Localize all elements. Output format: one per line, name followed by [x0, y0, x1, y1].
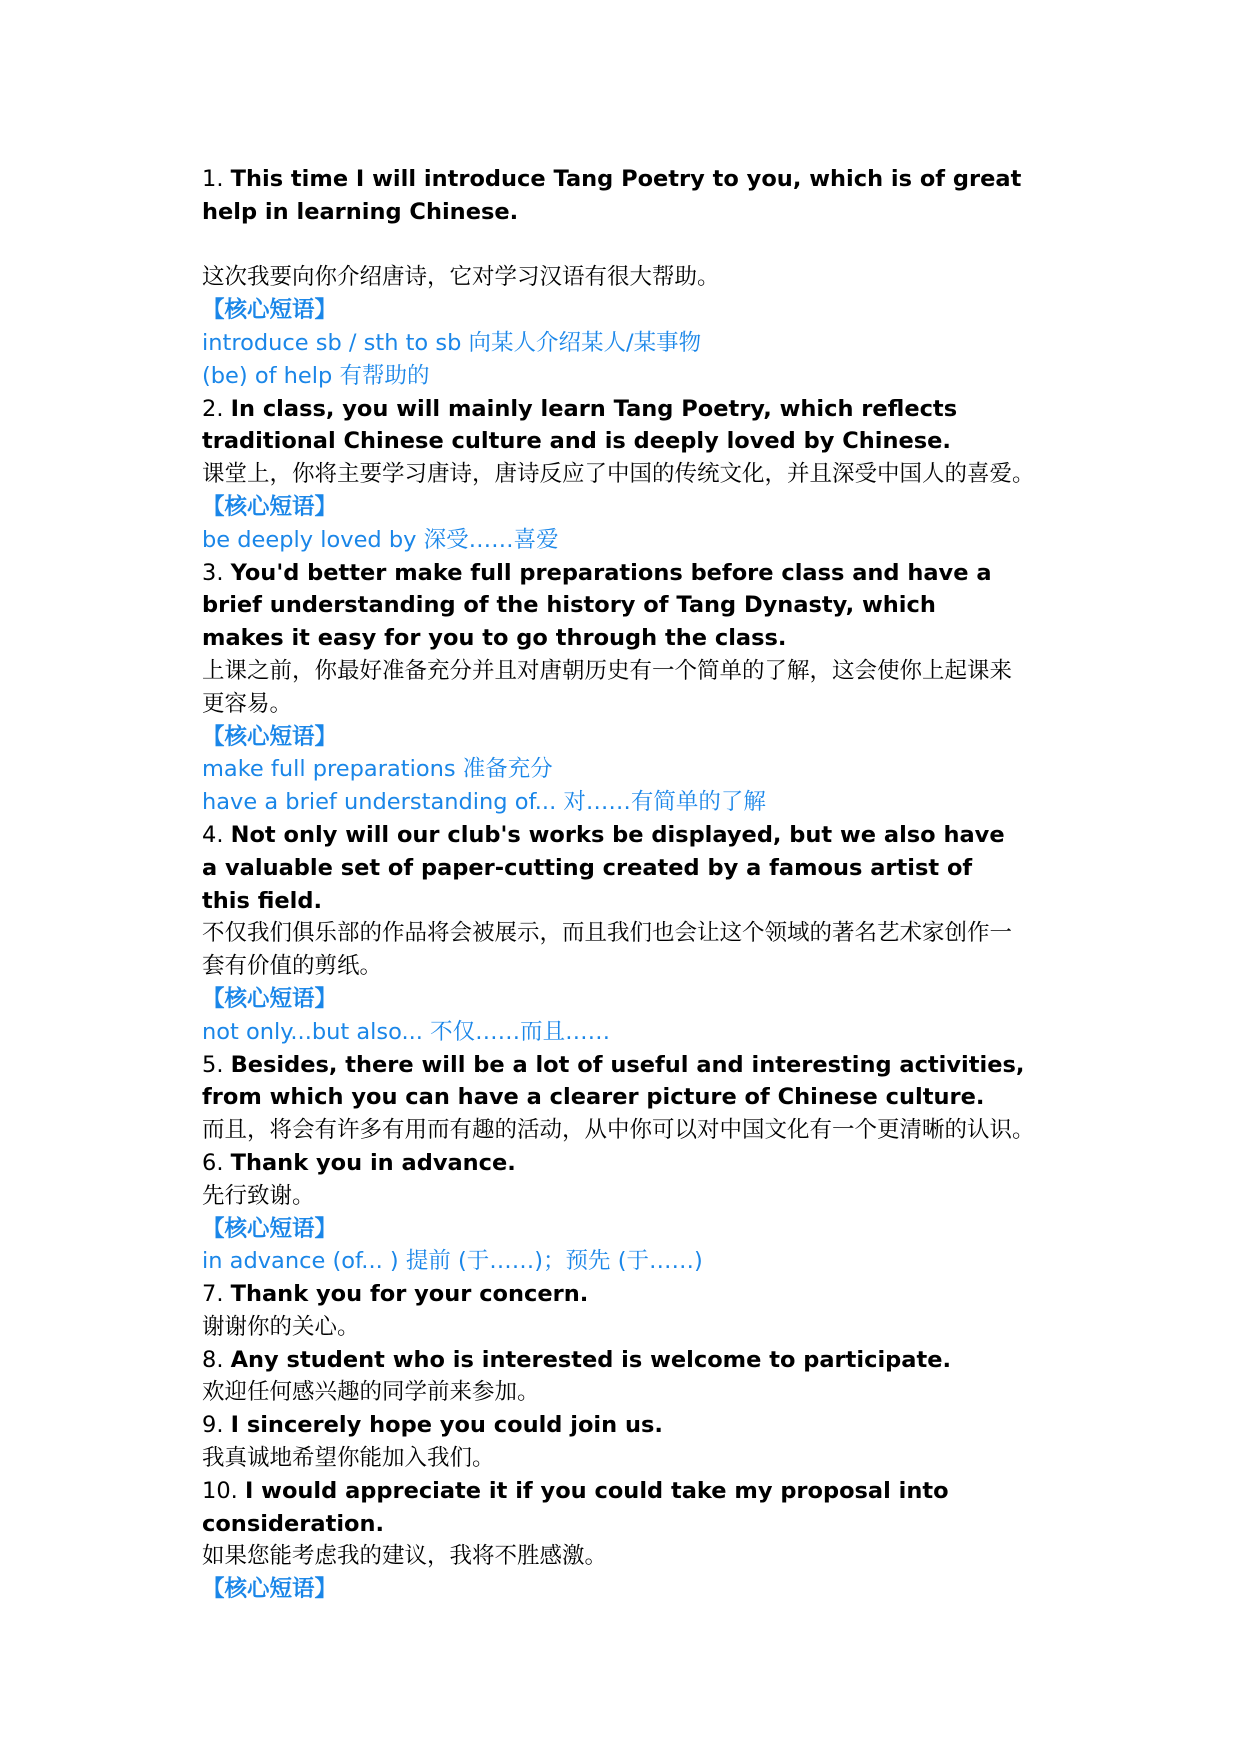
sentence-item-3 — [202, 557, 1062, 819]
core-phrase: (be) of help 有帮助的 — [202, 362, 430, 389]
item-number: 9. — [202, 1412, 224, 1439]
english-sentence — [202, 1344, 1062, 1377]
english-sentence — [202, 819, 1062, 852]
item-number: 4. — [202, 821, 224, 848]
chinese-translation: 不仅我们俱乐部的作品将会被展示，而且我们也会让这个领域的著名艺术家创作一 — [202, 920, 1013, 947]
english-sentence — [202, 163, 1062, 196]
english-line: brief understanding of the history of Tang Dynasty, which — [202, 592, 936, 619]
chinese-translation: 更容易。 — [202, 690, 293, 717]
item-number: 6. — [202, 1149, 224, 1176]
sentence-item-1 — [202, 163, 1062, 393]
english-sentence — [202, 557, 1062, 590]
english-line: Besides, there will be a lot of useful and interesting activities, — [230, 1051, 1025, 1078]
english-line: a valuable set of paper-cutting created by a famous artist of — [202, 854, 973, 881]
item-number: 3. — [202, 559, 224, 586]
sentence-item-7 — [202, 1278, 1062, 1344]
chinese-translation: 先行致谢。 — [202, 1182, 315, 1209]
core-phrase-heading: 【核心短语】 — [202, 723, 338, 750]
sentence-item-5 — [202, 1049, 1062, 1147]
english-line: help in learning Chinese. — [202, 198, 519, 225]
english-line: This time I will introduce Tang Poetry to you, which is of great — [230, 166, 1022, 192]
document-body — [202, 163, 1062, 1606]
english-sentence — [202, 1147, 1062, 1180]
chinese-translation: 我真诚地希望你能加入我们。 — [202, 1445, 495, 1472]
sentence-item-9 — [202, 1409, 1062, 1475]
core-phrase: have a brief understanding of... 对……有简单的了解 — [202, 789, 766, 816]
core-phrase: be deeply loved by 深受……喜爱 — [202, 526, 559, 553]
item-number: 1. — [202, 166, 224, 192]
english-line: this field. — [202, 887, 323, 914]
english-line: makes it easy for you to go through the class. — [202, 625, 787, 652]
english-sentence — [202, 1278, 1062, 1311]
english-line: traditional Chinese culture and is deeply loved by Chinese. — [202, 428, 951, 455]
english-line: Thank you in advance. — [230, 1149, 516, 1176]
english-line: Not only will our club's works be displayed, but we also have — [230, 821, 1005, 848]
sentence-item-8 — [202, 1344, 1062, 1410]
english-sentence — [202, 1475, 1062, 1508]
english-line: You'd better make full preparations before class and have a — [230, 559, 992, 586]
core-phrase-heading: 【核心短语】 — [202, 1215, 338, 1242]
core-phrase: in advance (of... ) 提前 (于……)；预先 (于……) — [202, 1248, 703, 1275]
item-number: 8. — [202, 1346, 224, 1373]
item-number: 7. — [202, 1281, 224, 1308]
spacer — [202, 229, 1062, 262]
english-line: from which you can have a clearer picture of Chinese culture. — [202, 1084, 985, 1111]
item-number: 2. — [202, 395, 224, 422]
english-line: I sincerely hope you could join us. — [230, 1412, 663, 1439]
chinese-translation: 这次我要向你介绍唐诗，它对学习汉语有很大帮助。 — [202, 264, 720, 291]
sentence-item-4 — [202, 819, 1062, 1049]
english-line: consideration. — [202, 1510, 385, 1537]
core-phrase: make full preparations 准备充分 — [202, 756, 553, 783]
core-phrase-heading: 【核心短语】 — [202, 985, 338, 1012]
core-phrase-heading: 【核心短语】 — [202, 297, 338, 324]
chinese-translation: 谢谢你的关心。 — [202, 1313, 360, 1340]
chinese-translation: 如果您能考虑我的建议，我将不胜感激。 — [202, 1543, 608, 1570]
sentence-item-2 — [202, 393, 1062, 557]
english-sentence — [202, 1049, 1062, 1082]
english-line: Thank you for your concern. — [230, 1281, 589, 1308]
core-phrase-heading: 【核心短语】 — [202, 493, 338, 520]
english-sentence — [202, 393, 1062, 426]
chinese-translation: 而且，将会有许多有用而有趣的活动，从中你可以对中国文化有一个更清晰的认识。 — [202, 1117, 1035, 1144]
core-phrase: introduce sb / sth to sb 向某人介绍某人/某事物 — [202, 329, 702, 356]
english-sentence — [202, 1409, 1062, 1442]
english-line: I would appreciate it if you could take my proposal into — [244, 1477, 949, 1504]
core-phrase-heading: 【核心短语】 — [202, 1576, 338, 1603]
chinese-translation: 欢迎任何感兴趣的同学前来参加。 — [202, 1379, 540, 1406]
english-line: Any student who is interested is welcome to participate. — [230, 1346, 952, 1373]
chinese-translation: 课堂上，你将主要学习唐诗，唐诗反应了中国的传统文化，并且深受中国人的喜爱。 — [202, 461, 1035, 488]
english-line: In class, you will mainly learn Tang Poetry, which reflects — [230, 395, 958, 422]
chinese-translation: 套有价值的剪纸。 — [202, 953, 383, 980]
item-number: 10. — [202, 1477, 238, 1504]
sentence-item-6 — [202, 1147, 1062, 1278]
item-number: 5. — [202, 1051, 224, 1078]
chinese-translation: 上课之前，你最好准备充分并且对唐朝历史有一个简单的了解，这会使你上起课来 — [202, 657, 1013, 684]
sentence-item-10 — [202, 1475, 1062, 1606]
core-phrase: not only...but also... 不仅……而且…… — [202, 1018, 611, 1045]
